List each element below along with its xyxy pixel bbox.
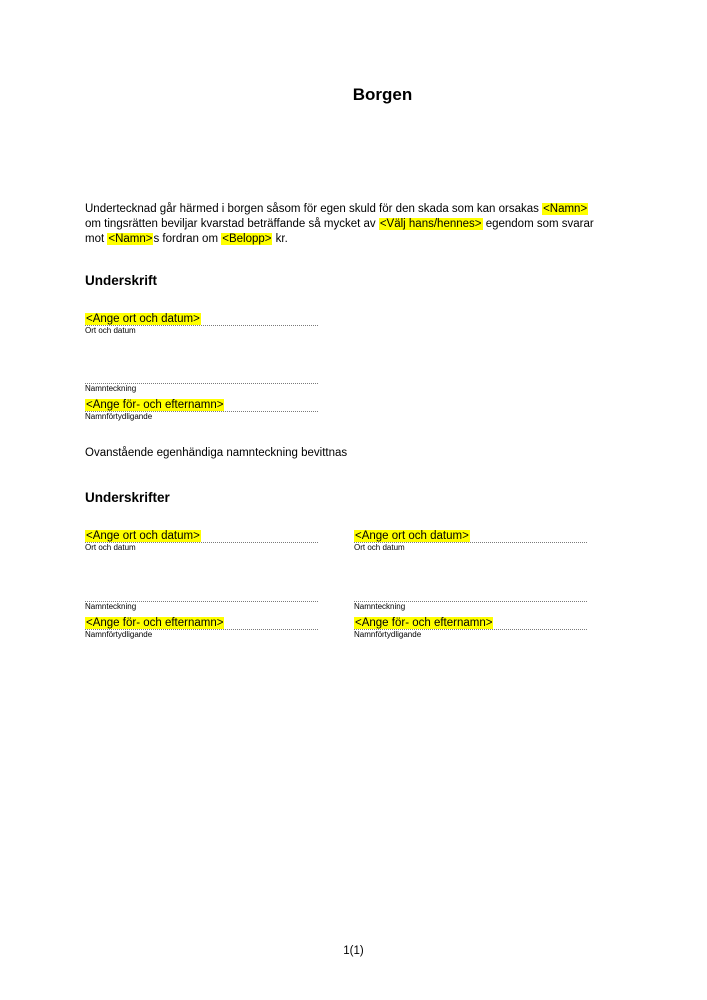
text-segment: om tingsrätten beviljar kvarstad beträffande så mycket av [85,218,379,230]
heading-underskrifter: Underskrifter [85,490,170,505]
text-segment: s fordran om [153,233,222,245]
placeholder-ange-for-och-efternamn[interactable]: <Ange för- och efternamn> [355,617,493,629]
signature-line [85,553,318,602]
placeholder-belopp[interactable]: <Belopp> [222,233,272,245]
signature-line [354,553,587,602]
text-segment: Undertecknad går härmed i borgen såsom för egen skuld för den skada som kan orsakas [85,203,543,215]
placeholder-ange-ort-och-datum[interactable]: <Ange ort och datum> [355,530,469,542]
field-label-namnteckning: Namnteckning [354,602,406,611]
text-segment: mot [85,233,108,245]
placeholder-valj-hans-hennes[interactable]: <Välj hans/hennes> [379,218,482,230]
text-segment: kr. [272,233,288,245]
field-label-ort-och-datum: Ort och datum [85,326,136,335]
placeholder-namn[interactable]: <Namn> [543,203,588,215]
paragraph-line [85,202,594,217]
witness-signature-block-left [85,526,318,640]
place-date-field-line [85,309,318,326]
placeholder-ange-ort-och-datum[interactable]: <Ange ort och datum> [86,530,200,542]
place-date-field-line [85,526,318,543]
name-field-line [85,394,318,412]
witness-statement: Ovanstående egenhändiga namnteckning bevittnas [85,447,348,459]
field-label-namnteckning: Namnteckning [85,384,137,393]
paragraph-line [85,217,594,232]
document-title: Borgen [352,85,413,104]
placeholder-namn[interactable]: <Namn> [108,233,153,245]
field-label-namnteckning: Namnteckning [85,602,137,611]
name-field-line [85,612,318,630]
field-label-ort-och-datum: Ort och datum [85,543,136,552]
signature-line [85,336,318,384]
field-label-namnfortydligande: Namnförtydligande [85,412,153,421]
field-label-ort-och-datum: Ort och datum [354,543,405,552]
heading-underskrift: Underskrift [85,273,158,288]
field-label-namnfortydligande: Namnförtydligande [354,630,422,639]
field-label-namnfortydligande: Namnförtydligande [85,630,153,639]
underskrift-signature-block [85,309,318,422]
page-number: 1(1) [343,945,364,957]
paragraph-line [85,232,594,247]
witness-signature-block-right [354,526,587,640]
place-date-field-line [354,526,587,543]
placeholder-ange-ort-och-datum[interactable]: <Ange ort och datum> [86,313,200,325]
intro-paragraph [85,202,594,247]
name-field-line [354,612,587,630]
placeholder-ange-for-och-efternamn[interactable]: <Ange för- och efternamn> [86,617,224,629]
text-segment: egendom som svarar [482,218,594,230]
placeholder-ange-for-och-efternamn[interactable]: <Ange för- och efternamn> [86,399,224,411]
